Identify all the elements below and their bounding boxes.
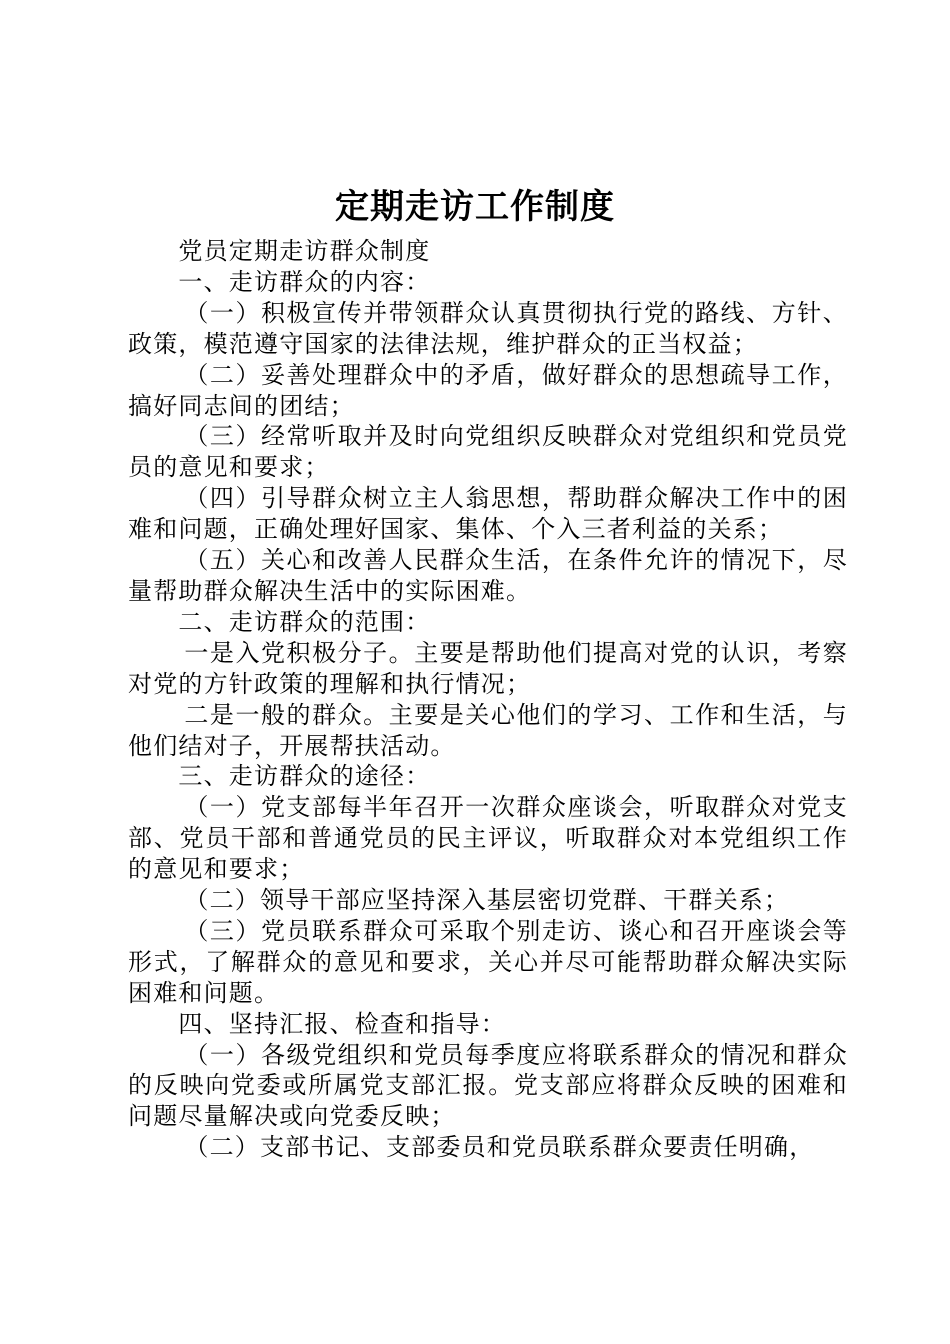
section-heading: 一、走访群众的内容： — [178, 267, 431, 296]
section-heading: 二、走访群众的范围： — [178, 607, 431, 636]
paragraph: （一）积极宣传并带领群众认真贯彻执行党的路线、方针、政策，模范遵守国家的法律法规，维护群众的正当权益； — [128, 298, 848, 358]
paragraph: 二是一般的群众。主要是关心他们的学习、工作和生活，与他们结对子，开展帮扶活动。 — [128, 700, 848, 760]
section-heading: 四、坚持汇报、检查和指导： — [178, 1009, 506, 1038]
document-title: 定期走访工作制度 — [335, 187, 615, 227]
paragraph: （三）经常听取并及时向党组织反映群众对党组织和党员党员的意见和要求； — [128, 422, 848, 482]
paragraph: （一）党支部每半年召开一次群众座谈会，听取群众对党支部、党员干部和普通党员的民主评议，听取群众对本党组织工作的意见和要求； — [128, 793, 848, 884]
document-body — [128, 236, 848, 1163]
section-heading: 三、走访群众的途径： — [178, 762, 431, 791]
paragraph: 一是入党积极分子。主要是帮助他们提高对党的认识，考察对党的方针政策的理解和执行情况； — [128, 638, 848, 698]
paragraph: （二）妥善处理群众中的矛盾，做好群众的思想疏导工作，搞好同志间的团结； — [128, 360, 848, 420]
section-heading: 党员定期走访群众制度 — [178, 237, 431, 265]
paragraph: （二）领导干部应坚持深入基层密切党群、干群关系； — [184, 886, 790, 915]
paragraph: （二）支部书记、支部委员和党员联系群众要责任明确， — [184, 1133, 815, 1162]
paragraph: （一）各级党组织和党员每季度应将联系群众的情况和群众的反映向党委或所属党支部汇报。党支部应将群众反映的困难和问题尽量解决或向党委反映； — [128, 1040, 848, 1131]
paragraph: （五）关心和改善人民群众生活，在条件允许的情况下，尽量帮助群众解决生活中的实际困难。 — [128, 546, 848, 605]
paragraph: （四）引导群众树立主人翁思想，帮助群众解决工作中的困难和问题，正确处理好国家、集体、个入三者利益的关系； — [128, 484, 848, 544]
paragraph: （三）党员联系群众可采取个别走访、谈心和召开座谈会等形式，了解群众的意见和要求，关心并尽可能帮助群众解决实际困难和问题。 — [128, 916, 848, 1007]
